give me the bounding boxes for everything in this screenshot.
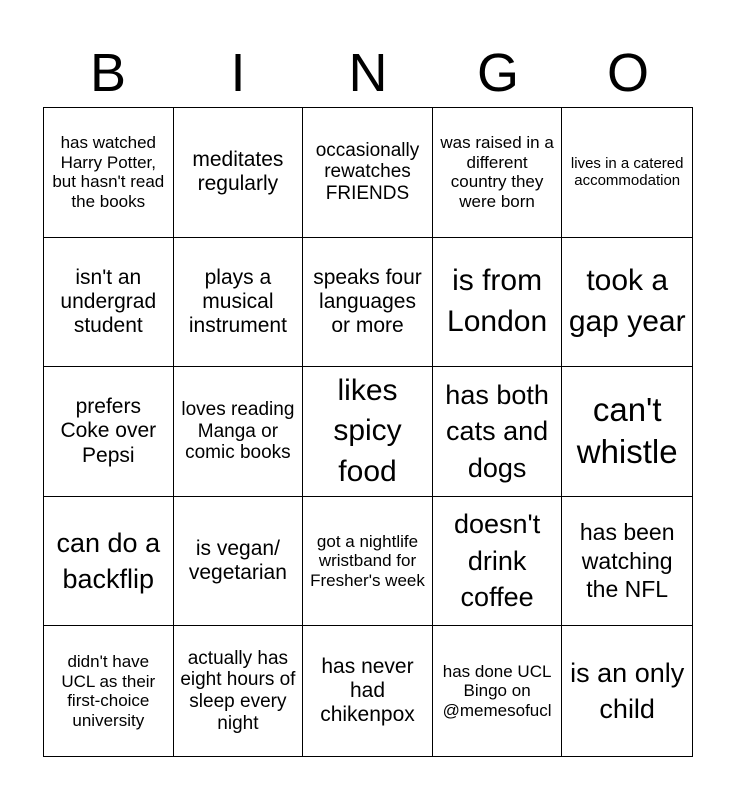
cell-text: lives in a catered accommodation — [570, 155, 684, 190]
bingo-cell[interactable] — [433, 626, 563, 756]
cell-text: took a gap year — [568, 264, 686, 338]
bingo-header — [43, 40, 693, 106]
cell-text: can do a backflip — [56, 527, 161, 595]
bingo-cell[interactable] — [44, 367, 174, 497]
bingo-cell[interactable] — [562, 626, 692, 756]
bingo-cell[interactable] — [174, 238, 304, 368]
cell-text: has been watching the NFL — [579, 518, 675, 603]
header-letter-n: N — [348, 43, 388, 103]
bingo-cell[interactable] — [303, 626, 433, 756]
cell-text: speaks four languages or more — [313, 265, 422, 337]
bingo-cell[interactable] — [174, 108, 304, 238]
cell-text: is vegan/ vegetarian — [188, 536, 287, 585]
bingo-cell[interactable] — [174, 497, 304, 627]
cell-text: can't whistle — [576, 390, 678, 471]
bingo-cell[interactable] — [303, 108, 433, 238]
cell-text: likes spicy food — [333, 373, 402, 488]
cell-text: got a nightlife wristband for Fresher's week — [310, 531, 425, 590]
cell-text: didn't have UCL as their first-choice university — [61, 652, 156, 730]
header-letter-g: G — [476, 43, 519, 103]
bingo-cell[interactable] — [562, 238, 692, 368]
bingo-cell[interactable] — [303, 367, 433, 497]
cell-text: is an only child — [570, 657, 685, 725]
bingo-cell[interactable] — [44, 497, 174, 627]
cell-text: plays a musical instrument — [188, 265, 287, 337]
bingo-grid — [43, 107, 693, 757]
cell-text: occasionally rewatches FRIENDS — [315, 139, 420, 205]
bingo-cell[interactable] — [433, 497, 563, 627]
cell-text: has never had chikenpox — [320, 654, 415, 727]
cell-text: is from London — [447, 264, 548, 338]
bingo-cell[interactable] — [433, 367, 563, 497]
bingo-cell[interactable] — [174, 626, 304, 756]
bingo-cell[interactable] — [562, 497, 692, 627]
header-letter-i: I — [230, 43, 246, 103]
cell-text: meditates regularly — [192, 148, 284, 196]
cell-text: actually has eight hours of sleep every night — [180, 647, 296, 735]
cell-text: has watched Harry Potter, but hasn't read the books — [52, 133, 165, 211]
cell-text: has both cats and dogs — [445, 379, 549, 483]
cell-text: doesn't drink coffee — [453, 509, 541, 613]
bingo-cell[interactable] — [44, 626, 174, 756]
bingo-cell[interactable] — [433, 238, 563, 368]
cell-text: isn't an undergrad student — [60, 265, 157, 337]
bingo-cell[interactable] — [562, 367, 692, 497]
bingo-cell[interactable] — [174, 367, 304, 497]
bingo-cell[interactable] — [562, 108, 692, 238]
cell-text: has done UCL Bingo on @memesofucl — [442, 661, 552, 720]
header-letter-b: B — [89, 43, 127, 103]
bingo-cell[interactable] — [303, 497, 433, 627]
cell-text: was raised in a different country they were born — [440, 133, 554, 211]
bingo-cell[interactable] — [44, 108, 174, 238]
header-letter-o: O — [606, 43, 649, 103]
bingo-cell[interactable] — [44, 238, 174, 368]
bingo-cell[interactable] — [303, 238, 433, 368]
cell-text: loves reading Manga or comic books — [181, 398, 295, 464]
cell-text: prefers Coke over Pepsi — [60, 395, 157, 467]
bingo-cell[interactable] — [433, 108, 563, 238]
